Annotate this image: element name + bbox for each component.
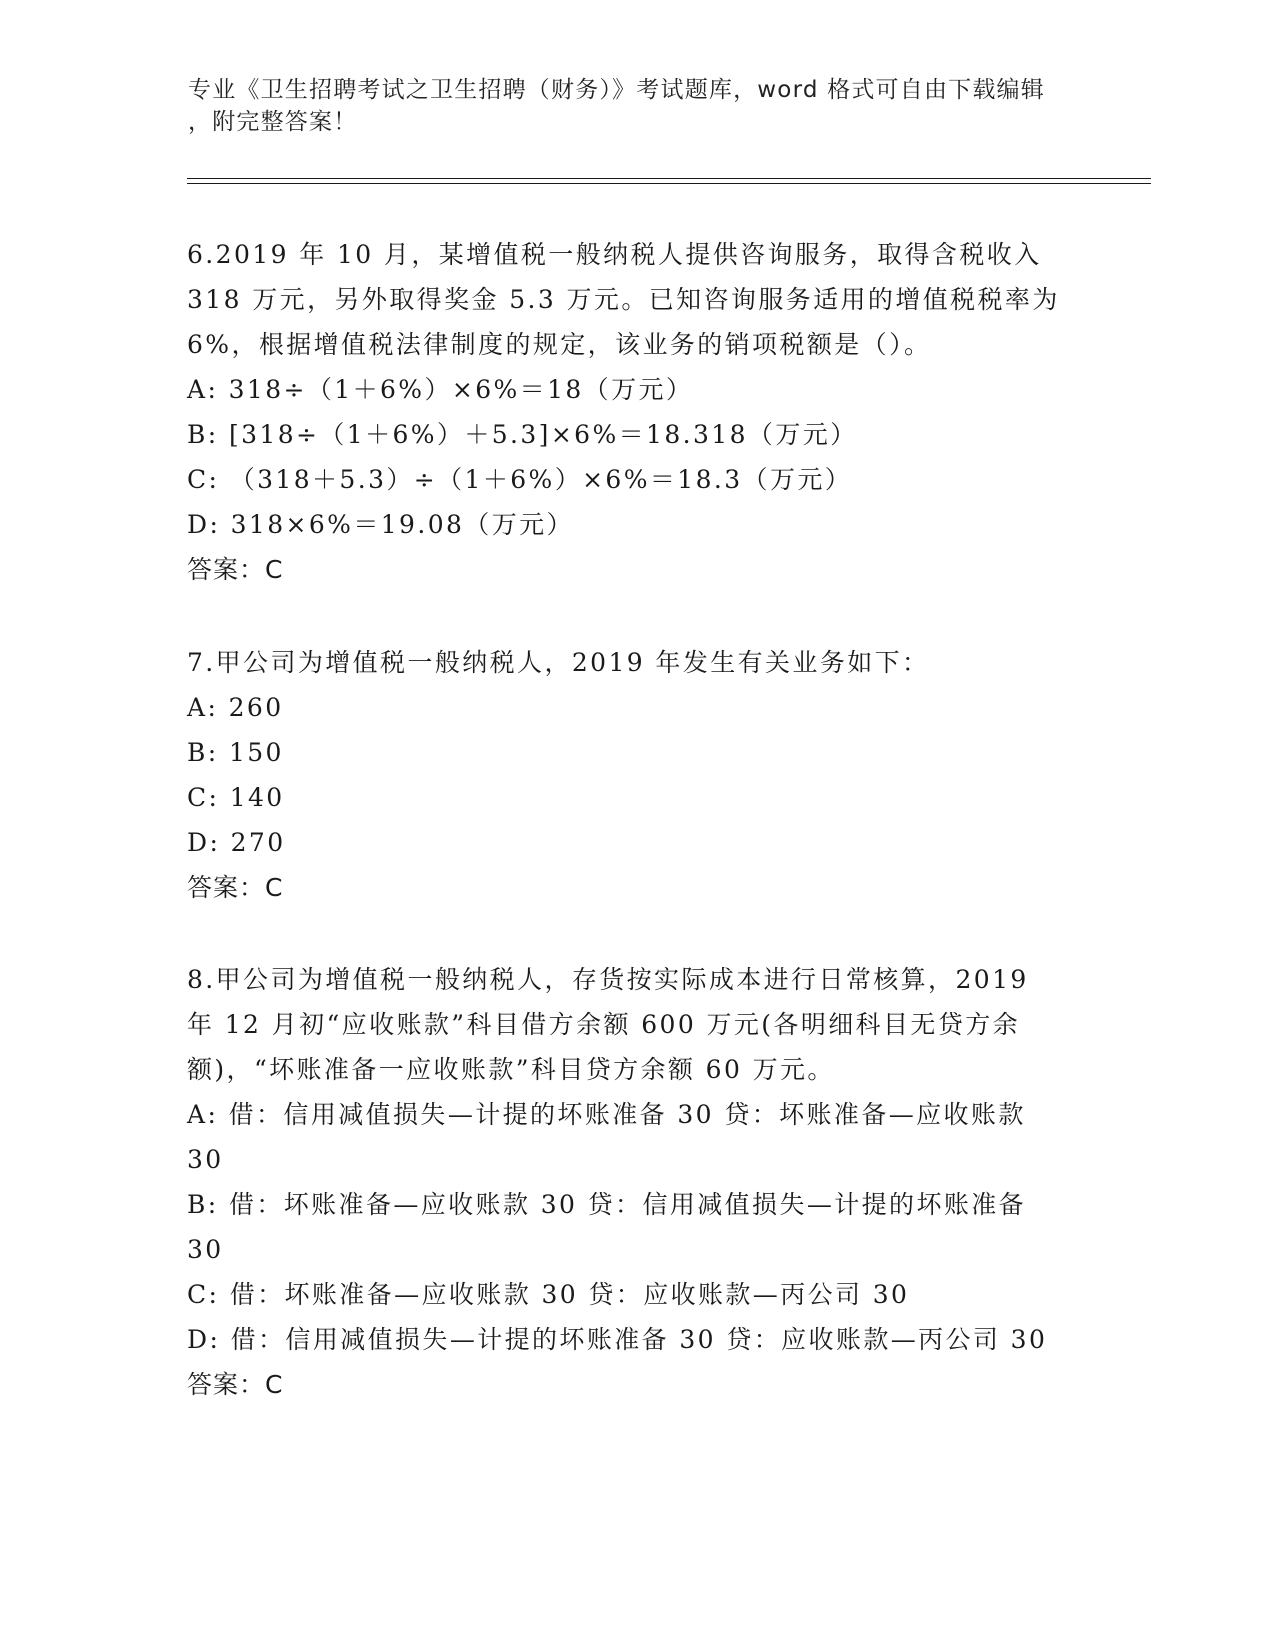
option-b: B: [318÷（1＋6%）＋5.3]×6%＝18.318（万元） bbox=[187, 420, 858, 449]
question-stem-line: 年 12 月初“应收账款”科目借方余额 600 万元(各明细科目无贷方余 bbox=[187, 1010, 1021, 1039]
question-6 bbox=[187, 232, 1087, 592]
answer-line: 答案：C bbox=[187, 1370, 284, 1399]
option-d: D: 318×6%＝19.08（万元） bbox=[187, 510, 574, 539]
option-d: D: 270 bbox=[187, 828, 286, 857]
header-line-1: 专业《卫生招聘考试之卫生招聘（财务）》考试题库，word 格式可自由下载编辑 bbox=[188, 77, 1045, 103]
answer-line: 答案：C bbox=[187, 873, 284, 902]
question-stem-line: 额)，“坏账准备一应收账款”科目贷方余额 60 万元。 bbox=[187, 1055, 835, 1084]
document-header bbox=[188, 74, 1068, 138]
option-c: C: 借：坏账准备—应收账款 30 贷：应收账款—丙公司 30 bbox=[187, 1280, 910, 1309]
question-stem-line: 8.甲公司为增值税一般纳税人，存货按实际成本进行日常核算，2019 bbox=[187, 965, 1029, 994]
question-stem-line: 318 万元，另外取得奖金 5.3 万元。已知咨询服务适用的增值税税率为 bbox=[187, 285, 1060, 314]
question-8 bbox=[187, 957, 1087, 1407]
option-c: C: 140 bbox=[187, 783, 285, 812]
answer-line: 答案：C bbox=[187, 555, 284, 584]
header-line-2: ，附完整答案！ bbox=[188, 109, 358, 135]
option-b: B: 借：坏账准备—应收账款 30 贷：信用减值损失—计提的坏账准备 30 bbox=[187, 1190, 1027, 1264]
question-stem-line: 6.2019 年 10 月，某增值税一般纳税人提供咨询服务，取得含税收入 bbox=[187, 240, 1042, 269]
option-d: D: 借：信用减值损失—计提的坏账准备 30 贷：应收账款—丙公司 30 bbox=[187, 1325, 1048, 1354]
option-b: B: 150 bbox=[187, 738, 284, 767]
question-7 bbox=[187, 640, 1087, 910]
option-a: A: 318÷（1＋6%）×6%＝18（万元） bbox=[187, 375, 694, 404]
question-stem-line: 6%，根据增值税法律制度的规定，该业务的销项税额是（）。 bbox=[187, 330, 932, 359]
question-stem-line: 7.甲公司为增值税一般纳税人，2019 年发生有关业务如下： bbox=[187, 648, 930, 677]
option-a: A: 借：信用减值损失—计提的坏账准备 30 贷：坏账准备—应收账款 30 bbox=[187, 1100, 1026, 1174]
header-divider-top bbox=[187, 178, 1151, 179]
header-divider-bottom bbox=[187, 183, 1151, 184]
option-c: C: （318＋5.3）÷（1＋6%）×6%＝18.3（万元） bbox=[187, 465, 853, 494]
option-a: A: 260 bbox=[187, 693, 284, 722]
